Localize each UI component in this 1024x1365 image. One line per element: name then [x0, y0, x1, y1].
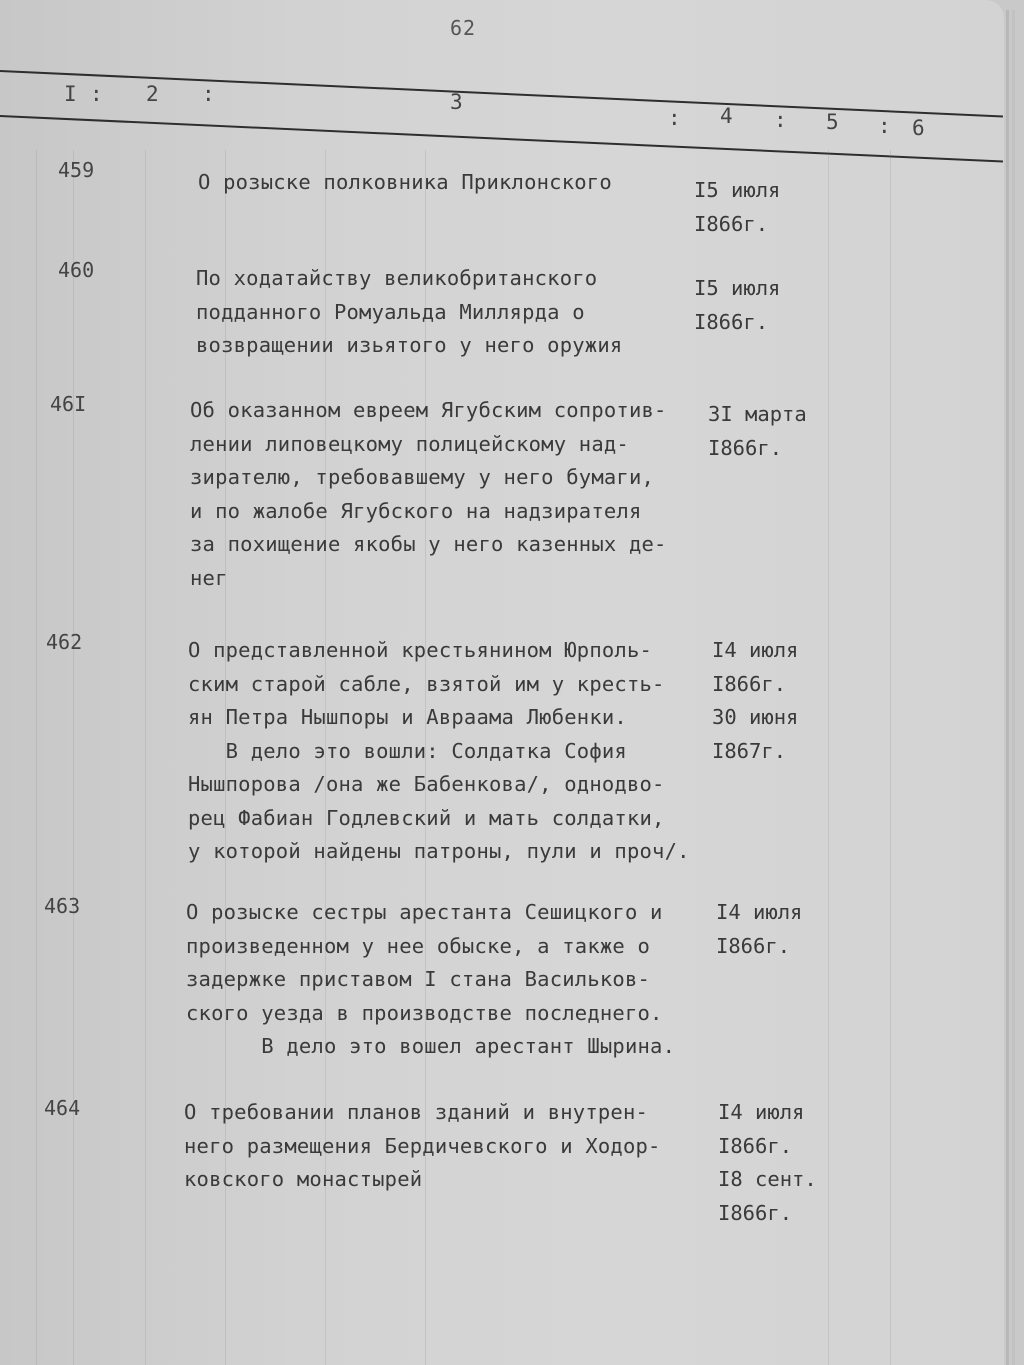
entry-line: О требовании планов зданий и внутрен- [184, 1100, 649, 1124]
entry-description [198, 166, 612, 200]
page-edge-stack [1006, 10, 1009, 1365]
entry-number: 464 [44, 1096, 81, 1120]
date-line: 3I марта [708, 402, 807, 426]
entry-number: 462 [46, 630, 83, 654]
column-header-3: 3 [450, 90, 463, 114]
entry-line: рец Фабиан Годлевский и мать солдатки, [188, 805, 665, 830]
date-line: I866г. [694, 211, 769, 236]
date-line: I5 июля [694, 178, 781, 202]
column-separator: : [878, 114, 891, 138]
entry-dates [712, 634, 798, 768]
entry-number: 46I [50, 392, 87, 416]
entry-line: произведенном у нее обыске, а также о [186, 933, 651, 958]
entry-description [188, 634, 690, 869]
column-header-6: 6 [912, 116, 925, 140]
date-line: I867г. [712, 738, 787, 763]
date-line: I4 июля [712, 638, 799, 662]
date-line: I8 сент. [718, 1167, 817, 1191]
entry-line: подданного Ромуальда Миллярда о [196, 299, 585, 324]
date-line: I866г. [716, 933, 791, 958]
header-rule-bottom [0, 115, 1003, 163]
entry-line: О представленной крестьянином Юрполь- [188, 638, 653, 662]
entry-line: него размещения Бердичевского и Ходор- [184, 1133, 661, 1158]
faint-column-guide [36, 150, 37, 1365]
entry-line: В дело это вошел арестант Шырина. [186, 1034, 676, 1058]
entry-number: 459 [58, 158, 95, 182]
entry-line: Об оказанном евреем Ягубским сопротив- [190, 398, 667, 422]
column-separator: : [90, 82, 103, 106]
entry-line: В дело это вошли: Солдатка София [188, 738, 627, 763]
entry-line: ковского монастырей [184, 1167, 423, 1191]
date-line: I4 июля [716, 900, 803, 924]
entry-line: О розыске полковника Приклонского [198, 170, 612, 194]
faint-column-guide [890, 150, 891, 1365]
entry-line: По ходатайству великобританского [196, 266, 598, 290]
entry-dates [708, 398, 807, 465]
entry-line: ским старой сабле, взятой им у кресть- [188, 671, 665, 696]
column-header-4: 4 [720, 104, 733, 128]
column-separator: : [774, 108, 787, 132]
date-line: I866г. [718, 1200, 793, 1225]
entry-line: возвращении изьятого у него оружия [196, 333, 623, 357]
entry-description [186, 896, 675, 1064]
entry-line: за похищение якобы у него казенных де- [190, 532, 667, 556]
entry-dates [716, 896, 802, 963]
entry-line: нег [190, 565, 228, 590]
date-line: I866г. [708, 435, 783, 460]
column-separator: : [668, 106, 681, 130]
faint-column-guide [828, 150, 829, 1365]
column-header-1: I [64, 82, 77, 106]
entry-line: лении липовецкому полицейскому над- [190, 431, 629, 456]
entry-line: Нышпорова /она же Бабенкова/, однодво- [188, 772, 665, 796]
page-number: 62 [450, 16, 477, 40]
entry-dates [718, 1096, 817, 1230]
entry-line: О розыске сестры арестанта Сешицкого и [186, 900, 663, 924]
date-line: I866г. [694, 309, 769, 334]
date-line: I866г. [718, 1133, 793, 1158]
faint-column-guide [145, 150, 146, 1365]
entry-dates [694, 174, 780, 241]
entry-description [196, 262, 622, 363]
date-line: I5 июля [694, 276, 781, 300]
entry-description [190, 394, 667, 595]
entry-description [184, 1096, 661, 1197]
entry-line: у которой найдены патроны, пули и проч/. [188, 839, 690, 863]
entry-line: и по жалобе Ягубского на надзирателя [190, 498, 642, 523]
column-header-2: 2 [146, 82, 159, 106]
entry-dates [694, 272, 780, 339]
date-line: I866г. [712, 671, 787, 696]
entry-number: 460 [58, 258, 95, 282]
column-header-5: 5 [826, 110, 839, 134]
entry-number: 463 [44, 894, 81, 918]
date-line: I4 июля [718, 1100, 805, 1124]
faint-column-guide [73, 150, 74, 1365]
entry-line: ского уезда в производстве последнего. [186, 1000, 663, 1025]
date-line: 30 июня [712, 705, 799, 729]
entry-line: задержке приставом I стана Васильков- [186, 967, 651, 991]
column-separator: : [202, 82, 215, 106]
entry-line: ян Петра Нышпоры и Авраама Любенки. [188, 705, 627, 729]
page-edge-stack [1012, 10, 1015, 1365]
column-header-band [0, 0, 1004, 170]
entry-line: зирателю, требовавшему у него бумаги, [190, 465, 655, 489]
